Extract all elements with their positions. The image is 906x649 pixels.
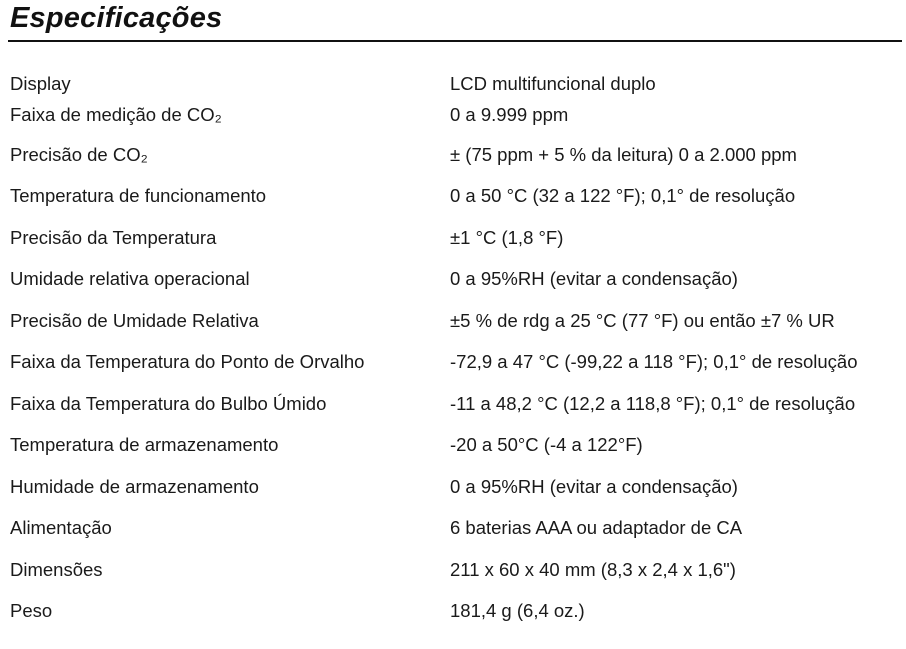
spec-value: -20 a 50°C (-4 a 122°F) <box>450 434 643 455</box>
spec-row <box>10 390 900 418</box>
spec-value: 211 x 60 x 40 mm (8,3 x 2,4 x 1,6") <box>450 559 736 580</box>
spec-row <box>10 70 900 98</box>
spec-row <box>10 101 900 129</box>
title-divider <box>8 40 902 42</box>
spec-label: Humidade de armazenamento <box>10 476 259 497</box>
spec-row <box>10 348 900 376</box>
spec-value: 0 a 50 °C (32 a 122 °F); 0,1° de resolução <box>450 185 796 206</box>
spec-row <box>10 182 900 210</box>
spec-value: ±1 °C (1,8 °F) <box>450 227 564 248</box>
spec-row <box>10 307 900 335</box>
spec-label: Display <box>10 73 71 94</box>
spec-label: Precisão de Umidade Relativa <box>10 310 259 331</box>
spec-value: 6 baterias AAA ou adaptador de CA <box>450 517 743 538</box>
spec-label: Faixa da Temperatura do Bulbo Úmido <box>10 393 327 414</box>
spec-label: Temperatura de armazenamento <box>10 434 279 455</box>
spec-label: Alimentação <box>10 517 112 538</box>
spec-row <box>10 141 900 169</box>
spec-value: 0 a 9.999 ppm <box>450 104 569 125</box>
spec-value: 181,4 g (6,4 oz.) <box>450 600 585 621</box>
spec-value: -72,9 a 47 °C (-99,22 a 118 °F); 0,1° de resolução <box>450 351 858 372</box>
spec-label: Precisão de CO₂ <box>10 144 148 165</box>
spec-row <box>10 473 900 501</box>
spec-value: ± (75 ppm + 5 % da leitura) 0 a 2.000 ppm <box>450 144 797 165</box>
spec-label: Faixa da Temperatura do Ponto de Orvalho <box>10 351 365 372</box>
spec-value: ±5 % de rdg a 25 °C (77 °F) ou então ±7 % UR <box>450 310 835 331</box>
spec-value: LCD multifuncional duplo <box>450 73 656 94</box>
spec-value: 0 a 95%RH (evitar a condensação) <box>450 476 738 497</box>
spec-row <box>10 431 900 459</box>
spec-row <box>10 224 900 252</box>
spec-row <box>10 265 900 293</box>
spec-row <box>10 597 900 625</box>
spec-label: Dimensões <box>10 559 103 580</box>
spec-label: Peso <box>10 600 53 621</box>
spec-value: 0 a 95%RH (evitar a condensação) <box>450 268 738 289</box>
spec-value: -11 a 48,2 °C (12,2 a 118,8 °F); 0,1° de resolução <box>450 393 856 414</box>
page-title: Especificações <box>10 2 223 34</box>
spec-label: Precisão da Temperatura <box>10 227 217 248</box>
spec-label: Umidade relativa operacional <box>10 268 250 289</box>
spec-label: Faixa de medição de CO₂ <box>10 104 222 125</box>
spec-label: Temperatura de funcionamento <box>10 185 267 206</box>
spec-row <box>10 514 900 542</box>
spec-row <box>10 556 900 584</box>
